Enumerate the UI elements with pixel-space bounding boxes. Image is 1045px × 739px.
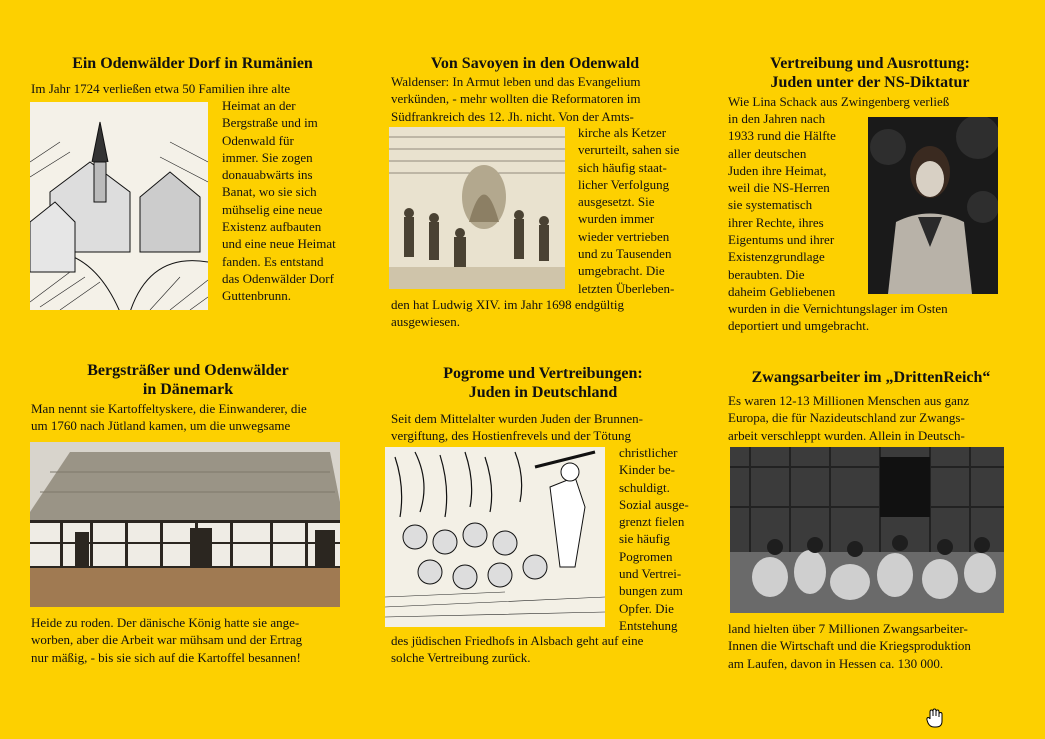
section-text-bottom: wurden in die Vernichtungslager im Osten deportiert und umgebracht. xyxy=(728,301,948,334)
pogrom-woodcut-image xyxy=(385,447,605,627)
section-text-bottom: Heide zu roden. Der dänische König hatte sie ange- worben, aber die Arbeit war mühsam und der Ertrag nur mäßig, - bis sie sich auf die Kartoffel besannen! xyxy=(31,615,303,665)
village-woodcut-image xyxy=(30,102,208,310)
section-title: Von Savoyen in den Odenwald xyxy=(430,55,640,72)
section-text-bottom: den hat Ludwig XIV. im Jahr 1698 endgültig ausgewiesen. xyxy=(391,297,625,330)
deportation-train-image xyxy=(730,447,1004,613)
burning-engraving-image xyxy=(389,127,565,289)
section-title: Bergsträßer und Odenwälder in Dänemark xyxy=(87,362,289,398)
section-title: Pogrome und Vertreibungen: Juden in Deutschland xyxy=(443,365,643,401)
section-text-top: Man nennt sie Kartoffeltyskere, die Einwanderer, die um 1760 nach Jütland kamen, um die unwegsame xyxy=(31,401,307,434)
section-text-side: christlicher Kinder be- schuldigt. Sozial ausge- grenzt fielen sie häufig Pogromen und Vertrei- bungen zum Opfer. Die Entstehung xyxy=(619,445,689,633)
section-text-top: Wie Lina Schack aus Zwingenberg verließ xyxy=(728,94,950,109)
section-text-top: Waldenser: In Armut leben und das Evangelium verkünden, - mehr wollten die Reformatoren im Südfrankreich des 12. Jh. nicht. Von der Amts- xyxy=(391,74,641,124)
section-title: Ein Odenwälder Dorf in Rumänien xyxy=(72,55,313,72)
timber-farmhouse-image xyxy=(30,442,340,607)
section-title: Zwangsarbeiter im „DrittenReich“ xyxy=(751,369,991,386)
section-text-bottom: des jüdischen Friedhofs in Alsbach geht auf eine solche Vertreibung zurück. xyxy=(391,633,644,666)
section-text-top: Seit dem Mittelalter wurden Juden der Brunnen- vergiftung, des Hostienfrevels und der Tötung xyxy=(391,411,643,444)
section-text-side: in den Jahren nach 1933 rund die Hälfte aller deutschen Juden ihre Heimat, weil die NS-Herren sie systematisch ihrer Rechte, ihres Eigentums und ihrer Existenzgrundlage beraubten. Die daheim Gebliebenen xyxy=(728,111,836,299)
section-text-side: kirche als Ketzer verurteilt, sahen sie sich häufig staat- licher Verfolgung ausgesetzt. Sie wurden immer wieder vertrieben und zu Tausenden umgebracht. Die letzten Überleben- xyxy=(578,125,680,296)
section-text-bottom: land hielten über 7 Millionen Zwangsarbeiter- Innen die Wirtschaft und die Kriegsproduktion am Laufen, davon in Hessen ca. 130 000. xyxy=(728,621,971,671)
hand-cursor-icon xyxy=(926,708,944,728)
section-text-top: Im Jahr 1724 verließen etwa 50 Familien ihre alte xyxy=(31,81,291,96)
woman-portrait-image xyxy=(868,117,998,294)
section-text-side: Heimat an der Bergstraße und im Odenwald für immer. Sie zogen donauabwärts ins Banat, wo sie sich mühselig eine neue Existenz aufbauten und eine neue Heimat fanden. Es entstand das Odenwälder Dorf Guttenbrunn. xyxy=(222,98,336,304)
section-title: Vertreibung und Ausrottung: Juden unter der NS-Diktatur xyxy=(770,55,970,91)
section-text-top: Es waren 12-13 Millionen Menschen aus ganz Europa, die für Nazideutschland zur Zwangs- arbeit verschleppt wurden. Allein in Deutsch- xyxy=(728,393,970,443)
